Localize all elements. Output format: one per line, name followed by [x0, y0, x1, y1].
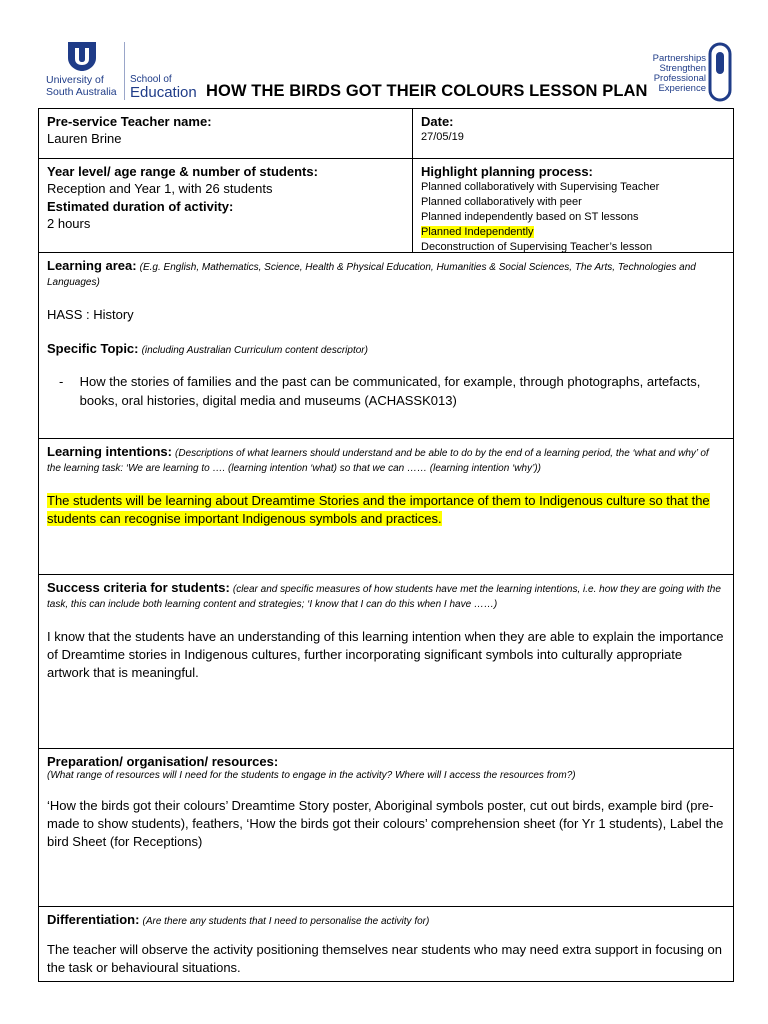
row-preparation [39, 749, 733, 907]
success-criteria-cell [39, 575, 733, 748]
planning-item: Planned collaboratively with peer [421, 196, 582, 208]
row-success-criteria [39, 575, 733, 749]
school-of-education-logo [130, 74, 197, 101]
teacher-name: Lauren Brine [47, 131, 122, 146]
partnership-text: Partnerships Strengthen Professional Experience [652, 53, 706, 94]
planning-item: Planned independently based on ST lessons [421, 211, 639, 223]
learning-intention-text: The students will be learning about Dreamtime Stories and the importance of them to Indigenous culture so that the students can recognise important Indigenous symbols and practices. [47, 493, 710, 526]
date-value: 27/05/19 [421, 131, 464, 143]
partnership-logo [634, 42, 738, 104]
differentiation-label: Differentiation: [47, 912, 140, 927]
learning-area-value: HASS : History [47, 307, 134, 322]
planning-item-highlighted: Planned Independently [421, 226, 534, 238]
preparation-label: Preparation/ organisation/ resources: [47, 754, 279, 769]
planning-cell [413, 159, 733, 252]
year-level-label: Year level/ age range & number of students: [47, 164, 318, 179]
learning-area-hint: (E.g. English, Mathematics, Science, Health & Physical Education, Humanities & Social Sciences, The Arts, Technologies and Languages) [47, 262, 696, 288]
planning-label: Highlight planning process: [421, 164, 593, 179]
differentiation-cell [39, 907, 733, 981]
learning-intentions-hint: (Descriptions of what learners should understand and be able to do by the end of a learning period, the ‘what and why’ of the learning task: ‘We are learning to …. (learning intention ‘what) so that we can …… (learning intention ‘why’)) [47, 448, 709, 474]
school-of-label: School of [130, 74, 172, 85]
topic-list-item [47, 372, 725, 410]
planning-item: Deconstruction of Supervising Teacher’s lesson [421, 241, 653, 253]
differentiation-hint: (Are there any students that I need to personalise the activity for) [142, 916, 430, 927]
school-name: Education [130, 84, 197, 101]
duration-value: 2 hours [47, 216, 91, 231]
unisa-logo [44, 40, 120, 102]
header-divider [124, 42, 125, 100]
duration-label: Estimated duration of activity: [47, 199, 234, 214]
row-teacher-date [39, 109, 733, 159]
success-criteria-text: I know that the students have an understanding of this learning intention when they are able to explain the importance of Dreamtime stories in Indigenous cultures, further incorporating significant symbols into culturally appropriate artwork that is meaningful. [47, 629, 724, 680]
row-learning-area [39, 253, 733, 439]
specific-topic-hint: (including Australian Curriculum content descriptor) [141, 345, 368, 356]
planning-item: Planned collaboratively with Supervising Teacher [421, 181, 660, 193]
teacher-cell [39, 109, 413, 158]
unisa-shield-icon [66, 40, 98, 72]
preparation-hint: (What range of resources will I need for the students to engage in the activity? Where will I access the resources from?) [47, 770, 576, 781]
list-dash: - [59, 374, 64, 389]
success-criteria-label: Success criteria for students: [47, 580, 230, 595]
page-title: HOW THE BIRDS GOT THEIR COLOURS LESSON PLAN [206, 82, 648, 100]
learning-area-cell [39, 253, 733, 438]
document-header [0, 0, 768, 110]
specific-topic-label: Specific Topic: [47, 341, 139, 356]
topic-descriptor: How the stories of families and the past can be communicated, for example, through photographs, artefacts, books, oral histories, digital media and museums (ACHASSK013) [79, 374, 701, 408]
preparation-cell [39, 749, 733, 906]
date-cell [413, 109, 733, 158]
year-level-cell [39, 159, 413, 252]
success-criteria-hint: (clear and specific measures of how students have met the learning intentions, i.e. how they are going with the task, this can include both learning content and strategies; ‘I know that I can do this when I have ……) [47, 584, 721, 610]
university-name: University of South Australia [46, 74, 117, 98]
learning-intentions-cell [39, 439, 733, 574]
teacher-label: Pre-service Teacher name: [47, 114, 212, 129]
row-differentiation [39, 907, 733, 981]
partnership-mark-icon [708, 42, 732, 102]
lesson-plan-table [38, 108, 734, 982]
preparation-text: ‘How the birds got their colours’ Dreamtime Story poster, Aboriginal symbols poster, cut out birds, example bird (pre-made to show students), feathers, ‘How the birds got their colours’ comprehension sheet (for Yr 1 students), Label the bird Sheet (for Receptions) [47, 798, 724, 849]
date-label: Date: [421, 114, 454, 129]
row-learning-intentions [39, 439, 733, 575]
learning-area-label: Learning area: [47, 258, 137, 273]
row-year-planning [39, 159, 733, 253]
differentiation-text: The teacher will observe the activity positioning themselves near students who may need extra support in focusing on the task or behavioural situations. [47, 942, 722, 975]
learning-intentions-label: Learning intentions: [47, 444, 172, 459]
year-level-value: Reception and Year 1, with 26 students [47, 181, 273, 196]
